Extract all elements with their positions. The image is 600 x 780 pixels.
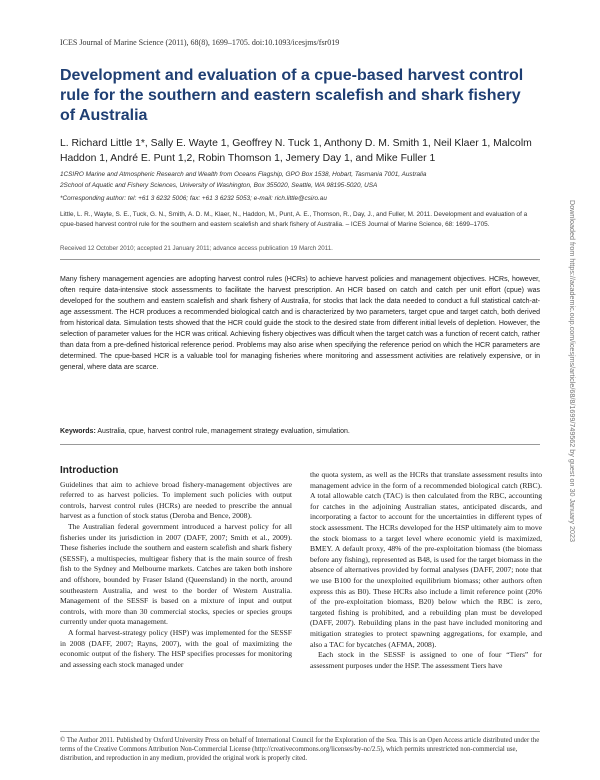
keywords-text: Australia, cpue, harvest control rule, management strategy evaluation, simulation. [97, 428, 350, 435]
paragraph: Guidelines that aim to achieve broad fishery-management objectives are referred to as harvest policies. To implement such policies with output controls, harvest control rules (HCRs) are needed to prescribe the annual harvest as a function of stock status (Deroba and Bence, 2008). [60, 479, 292, 521]
corresponding-author: *Corresponding author: tel: +61 3 6232 5006; fax: +61 3 6232 5053; e-mail: rich.little@csiro.au [60, 195, 327, 202]
left-column [60, 466, 292, 670]
affiliation-1: 1CSIRO Marine and Atmospheric Research and Wealth from Oceans Flagship, GPO Box 1538, Hobart, Tasmania 7001, Australia [60, 171, 427, 178]
received-dates: Received 12 October 2010; accepted 21 January 2011; advance access publication 19 March 2011. [60, 245, 333, 252]
right-column [310, 470, 542, 671]
abstract [60, 274, 540, 373]
divider-bottom [60, 444, 540, 445]
paragraph: A formal harvest-strategy policy (HSP) was implemented for the SESSF in 2008 (DAFF, 2007; Rayns, 2007), with the goal of maximizing the economic output of the fishery. The HSP specifies processes for monitoring and assessing each stock managed under [60, 627, 292, 669]
copyright-footer: © The Author 2011. Published by Oxford University Press on behalf of International Council for the Exploration of the Sea. This is an Open Access article distributed under the terms of the Creative Commons Attribution Non-Commercial License (http://creativecommons.org/licenses/by-nc/2.5), which permits unrestricted non-commercial use, distribution, and reproduction in any medium, provided the original work is properly cited. [60, 737, 540, 762]
download-sidebar [567, 200, 579, 780]
introduction-heading: Introduction [60, 465, 119, 476]
author-list: L. Richard Little 1*, Sally E. Wayte 1, Geoffrey N. Tuck 1, Anthony D. M. Smith 1, Neil Klaer 1, Malcolm Haddon 1, André E. Punt 1,2, Robin Thomson 1, Jemery Day 1, and Mike Fuller 1 [60, 138, 532, 164]
paragraph: Each stock in the SESSF is assigned to one of four “Tiers” for assessment purposes under the HSP. The assessment Tiers have [310, 650, 542, 670]
download-notice: Downloaded from https://academic.oup.com/icesjms/article/68/8/1699/749562 by guest on 30 January 2023 [568, 200, 577, 543]
affiliation-2: 2School of Aquatic and Fishery Sciences, University of Washington, Box 355020, Seattle, WA 98195-5020, USA [60, 181, 378, 189]
suggested-citation: Little, L. R., Wayte, S. E., Tuck, G. N., Smith, A. D. M., Klaer, N., Haddon, M., Punt, A. E., Thomson, R., Day, J., and Fuller, M. 2011. Development and evaluation of a cpue-based harvest control rule for the southern and eastern scalefish and shark fishery of Australia. – ICES Journal of Marine Science, 68: 1699–1705. [60, 211, 528, 228]
divider-footer [60, 731, 540, 732]
keywords-label: Keywords: [60, 428, 96, 435]
paragraph: the quota system, as well as the HCRs that translate assessment results into management advice in the form of a recommended biological catch (RBC). A total allowable catch (TAC) is then calculated from the RBC, accounting for catches in the adjoining Australian states, anticipated discards, and incorporating a factor to account for the uncertainties in different types of stock assessment. The HCRs developed for the HSP ultimately aim to move the stock biomass to a target level where economic yield is maximized, BMEY. A default proxy, 48% of the pre-exploitation biomass (the biomass before any fishing), represented as B48, is used for the target biomass in the absence of alternatives provided by formal analyses (DAFF, 2007; note that we use B100 for the unexploited equilibrium biomass; other authors often express this as B0). These HCRs also include a limit reference point (20% of the pre-exploitation biomass, B20) below which the RBC is zero, targeted fishing is prohibited, and a rebuilding plan must be developed (DAFF, 2007). Rebuilding plans in the past have included monitoring and mitigation strategies to protect spawning aggregations, for example, and also a TAC for bycatches (AFMA, 2008). [310, 470, 542, 649]
abstract-text: Many fishery management agencies are adopting harvest control rules (HCRs) to achieve harvest policies and management objectives. HCRs, however, often require data-intensive stock assessments to facilitate the harvest prescription. An HCR based on catch and catch per unit effort (cpue) was developed for the southern and eastern scalefish and shark fishery of Australia, for stocks that lack the data needed to conduct a full statistical catch-at-age assessment. The HCR produces a recommended biological catch and is characterized by two parameters, target cpue and target catch, both derived from historical data. Simulation tests showed that the HCR could guide the stock to the desired state from different initial levels of depletion. However, the selection of parameter values for the HCR was critical. Achieving fishery objectives was difficult when the target catch was a function of recent catch, rather than data from a pre-defined historical reference period. Problems may also arise when specifying the reference period on which the HCR parameters are determined. The cpue-based HCR is a valuable tool for managing fisheries where monitoring and assessment activities are relatively expensive, or in general, where data are scarce. [60, 276, 540, 371]
journal-citation-line: ICES Journal of Marine Science (2011), 68(8), 1699–1705. doi:10.1093/icesjms/fsr019 [60, 38, 340, 47]
divider-top [60, 259, 540, 260]
paragraph: The Australian federal government introduced a harvest policy for all fisheries under its jurisdiction in 2007 (DAFF, 2007; Smith et al., 2009). These fisheries include the southern and eastern scalefish and shark fishery (SESSF), a multispecies, multigear fishery that is the main source of fresh fish to the Sydney and Melbourne markets. Catches are taken both inshore and offshore, bounded by Fraser Island (Queensland) in the north, around southeastern Australia, and west to the border of Western Australia. Management of the SESSF is based on a mixture of input and output controls, with more than 30 commercial stocks, species or species groups currently under quota management. [60, 521, 292, 627]
keywords-line [60, 428, 540, 435]
affiliations [60, 170, 550, 191]
article-title: Development and evaluation of a cpue-based harvest control rule for the southern and eastern scalefish and shark fishery of Australia [60, 67, 524, 124]
